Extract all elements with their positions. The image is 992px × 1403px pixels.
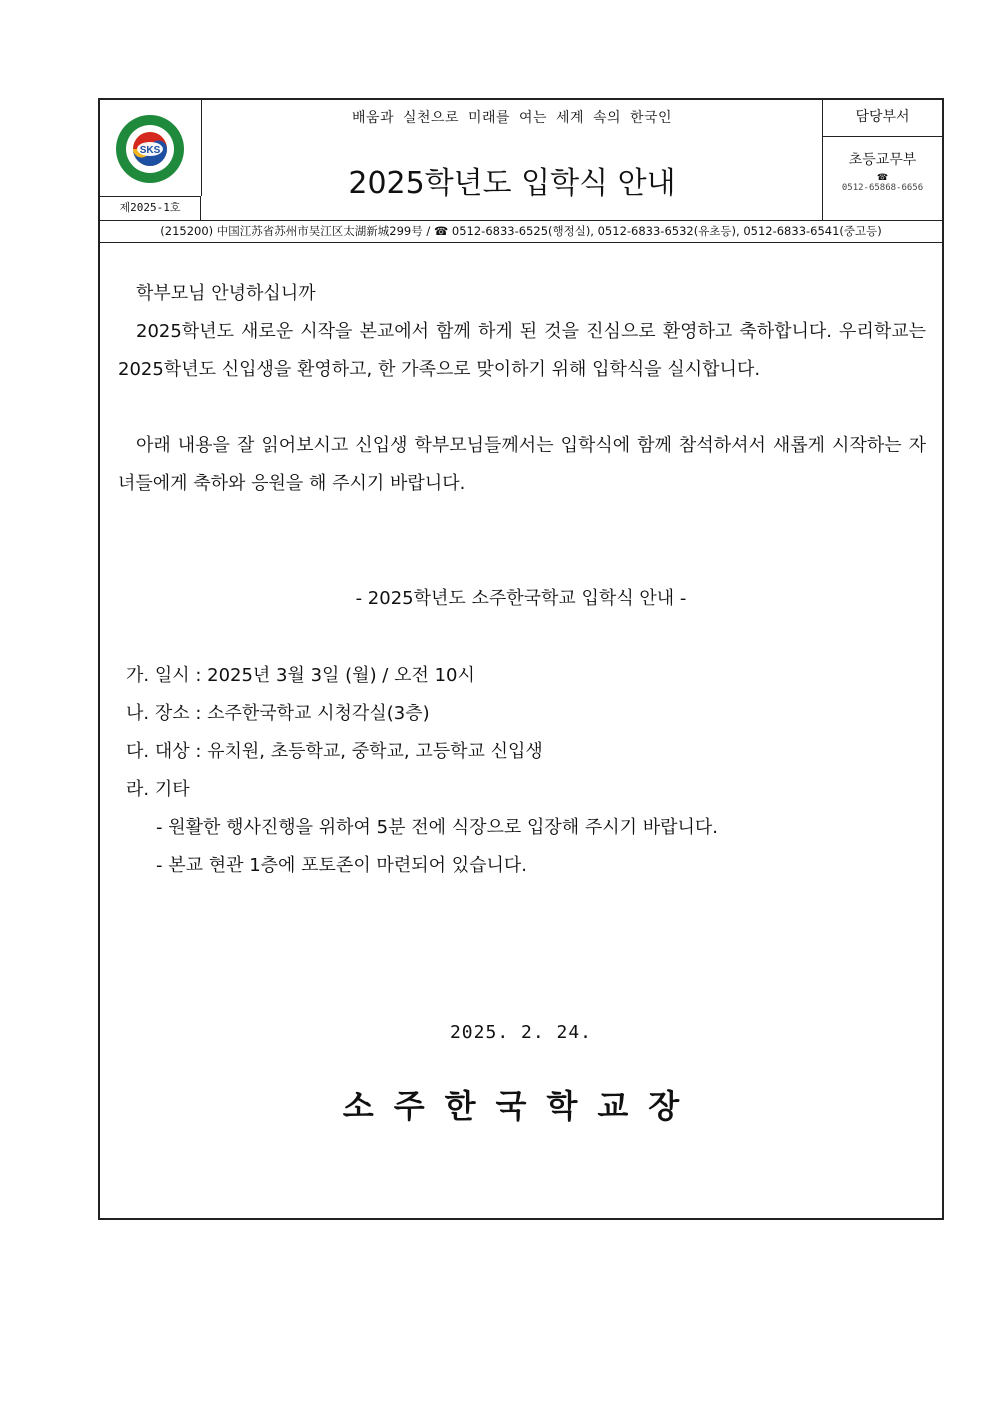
phone-icon: ☎ (876, 173, 889, 183)
school-address: (215200) 中国江苏省苏州市吴江区太湖新城299号 / ☎ 0512-6833-6525(행정실), 0512-6833-6532(유초등), 0512-6833-6541(중고등) (100, 220, 942, 243)
document-title: 2025학년도 입학식 안내 (348, 166, 676, 201)
paragraph-2: 아래 내용을 잘 읽어보시고 신입생 학부모님들께서는 입학식에 함께 참석하셔서 새롭게 시작하는 자녀들에게 축하와 응원을 해 주시기 바랍니다. (118, 435, 926, 494)
notice-item-place: 나. 장소 : 소주한국학교 시청각실(3층) (126, 703, 430, 724)
title-cell (202, 100, 822, 220)
section-title: - 2025학년도 소주한국학교 입학식 안내 - (355, 588, 687, 609)
notice-item-date: 가. 일시 : 2025년 3월 3일 (월) / 오전 10시 (126, 665, 475, 686)
school-logo-icon (100, 100, 201, 196)
notice-sub-item: - 원활한 행사진행을 위하여 5분 전에 식장으로 입장해 주시기 바랍니다. (156, 817, 719, 838)
greeting: 학부모님 안녕하십니까 (136, 283, 316, 304)
department-phone: 0512-65868-6656 (841, 183, 924, 193)
notice-sub-item: - 본교 현관 1층에 포토존이 마련되어 있습니다. (156, 855, 527, 876)
paragraph-1: 2025학년도 새로운 시작을 본교에서 함께 하게 된 것을 진심으로 환영하고 축하합니다. 우리학교는 2025학년도 신입생을 환영하고, 한 가족으로 맞이하기 위해 입학식을 실시합니다. (118, 321, 926, 380)
document-header (100, 100, 942, 221)
department-cell (822, 100, 942, 220)
notice-item-target: 다. 대상 : 유치원, 초등학교, 중학교, 고등학교 신입생 (126, 741, 543, 762)
signer-name: 소주한국학교장 (342, 1087, 700, 1125)
school-motto: 배움과 실천으로 미래를 여는 세계 속의 한국인 (351, 110, 673, 126)
notice-item-other: 라. 기타 (126, 779, 190, 800)
logo-text: SKS (139, 145, 161, 156)
department-label: 담당부서 (823, 100, 942, 137)
document-number: 제2025-1호 (100, 196, 201, 220)
issue-date: 2025. 2. 24. (449, 1022, 593, 1043)
department-name: 초등교무부 (848, 152, 917, 168)
school-logo-cell (100, 100, 202, 196)
document-frame (98, 98, 944, 1220)
